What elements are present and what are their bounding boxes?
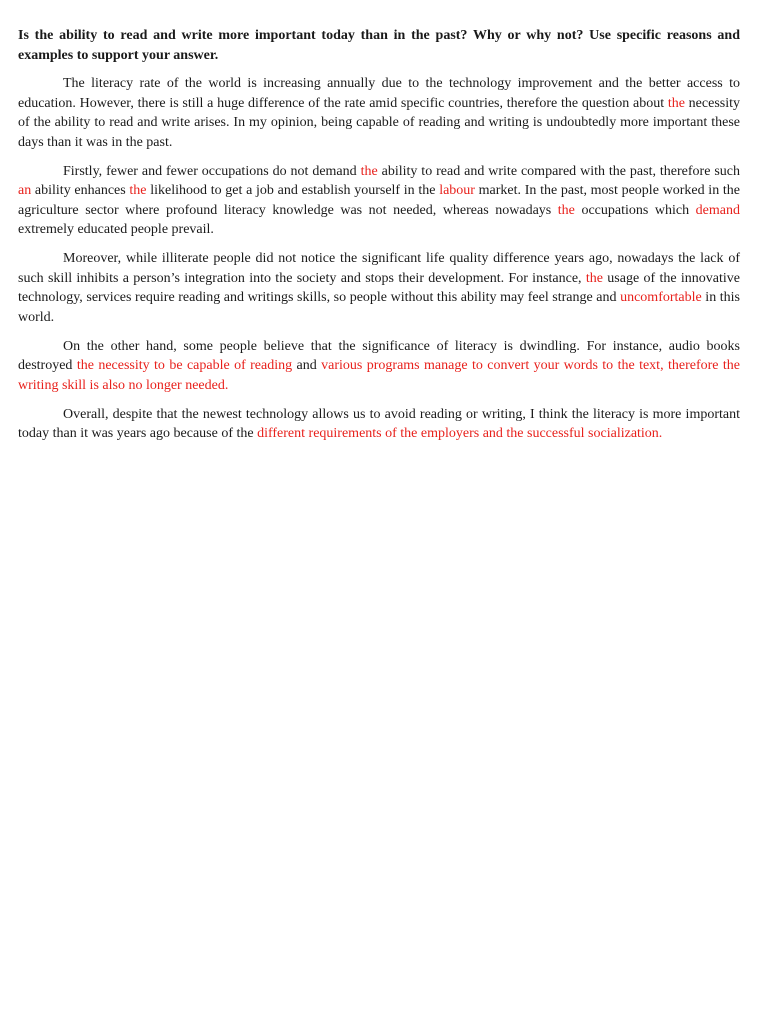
correction-mark: the [557,202,575,218]
essay-paragraph [18,337,740,396]
paragraph-text: On the other hand, some people believe that the significance of literacy is dwindling. For instance, audio books destroyed [18,338,740,373]
correction-mark: an [18,183,32,198]
paragraph-text: ability enhances [31,183,130,198]
document-page [18,26,740,453]
paragraph-text: in this world. [18,290,740,325]
paragraph-text: The literacy rate of the world is increasing annually due to the technology improvement and the better access to education. However, there is still a huge difference of the rate amid specific countries, therefore the question about [18,76,740,111]
paragraph-text: Overall, despite that the newest technology allows us to avoid reading or writing, I think the literacy is more important today than it was years ago because of the [18,406,740,441]
correction-mark: the [585,270,603,286]
essay-paragraph [18,74,740,152]
correction-mark: labour [439,183,475,198]
correction-mark: the [360,163,378,179]
paragraph-text: usage of the innovative technology, services require reading and writings skills, so people without this ability may feel strange and [18,270,740,305]
essay-prompt: Is the ability to read and write more important today than in the past? Why or why not? Use specific reasons and examples to support your answer. [18,28,740,63]
paragraph-text: ability to read and write compared with the past, therefore such [377,163,741,179]
paragraph-text: occupations which [574,202,696,218]
correction-mark: various programs manage to convert your words to the text, therefore the writing skill is also no longer needed. [18,358,740,393]
correction-mark: the [667,95,685,111]
essay-body [18,74,740,444]
correction-mark: uncomfortable [620,290,702,305]
correction-mark: the [129,183,147,198]
paragraph-text: Moreover, while illiterate people did not notice the significant life quality difference years ago, nowadays the lack of such skill inhibits a person’s integration into the society and stops their development. For instance, [18,251,740,286]
essay-paragraph [18,405,740,444]
paragraph-text: market. In the past, most people worked in the agriculture sector where profound literacy knowledge was not needed, whereas nowadays [18,183,741,218]
essay-paragraph [18,249,740,327]
paragraph-text: necessity of the ability to read and write arises. In my opinion, being capable of reading and writing is undoubtedly more important these days than it was in the past. [18,95,741,150]
correction-mark: demand [695,202,740,218]
essay-paragraph [18,162,740,240]
paragraph-text: likelihood to get a job and establish yourself in the [146,183,440,198]
paragraph-text: and [292,358,322,373]
correction-mark: the necessity to be capable of reading [76,358,293,373]
paragraph-text: extremely educated people prevail. [18,222,214,237]
paragraph-text: Firstly, fewer and fewer occupations do not demand [63,163,361,179]
correction-mark: different requirements of the employers and the successful socialization. [257,426,663,441]
